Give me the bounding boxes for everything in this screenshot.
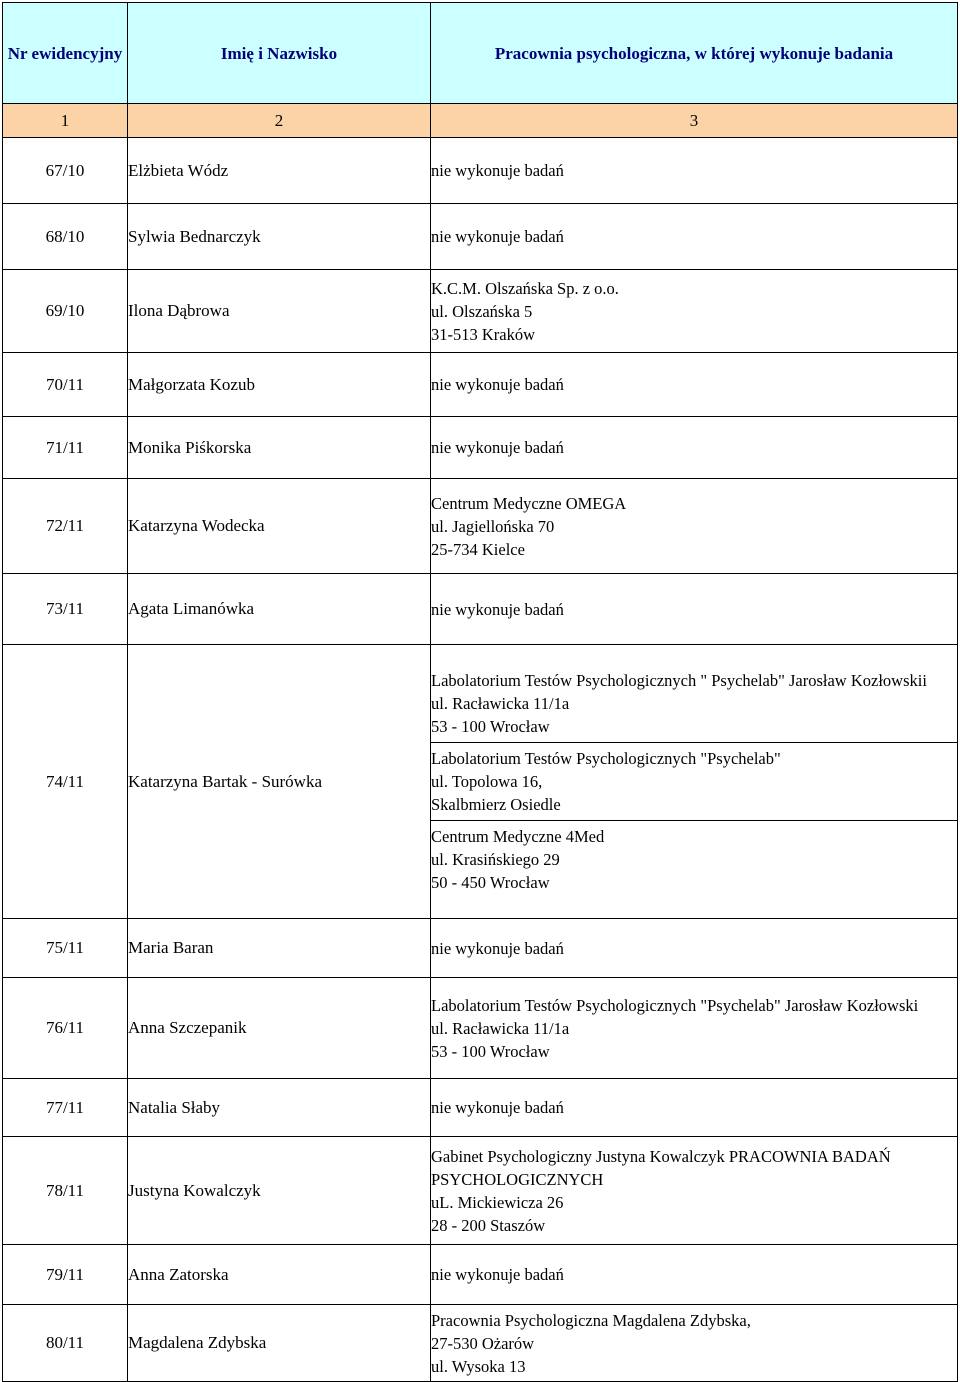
lab-cell xyxy=(431,1305,958,1382)
record-number: 78/11 xyxy=(3,1137,128,1245)
table-row xyxy=(3,1245,958,1305)
lab-line: ul. Racławicka 11/1a xyxy=(431,694,570,713)
table-row xyxy=(3,1305,958,1382)
record-number: 75/11 xyxy=(3,919,128,978)
lab-line: nie wykonuje badań xyxy=(431,938,564,958)
table-row xyxy=(3,479,958,574)
lab-cell xyxy=(431,270,958,353)
lab-line: uL. Mickiewicza 26 xyxy=(431,1192,564,1212)
lab-cell xyxy=(431,353,958,417)
person-name: Elżbieta Wódz xyxy=(128,138,431,204)
table-row xyxy=(3,138,958,204)
lab-entry xyxy=(431,277,957,346)
lab-line: ul. Jagiellońska 70 xyxy=(431,516,555,536)
record-number: 67/10 xyxy=(3,138,128,204)
lab-entry xyxy=(431,1309,957,1378)
lab-line: Labolatorium Testów Psychologicznych "Psychelab" Jarosław Kozłowski xyxy=(431,995,919,1015)
header-nr xyxy=(3,3,128,104)
lab-line: 50 - 450 Wrocław xyxy=(431,873,550,892)
header-name-label: Imię i Nazwisko xyxy=(220,43,338,63)
lab-cell xyxy=(431,978,958,1079)
person-name: Maria Baran xyxy=(128,919,431,978)
registry-table xyxy=(2,2,958,1382)
lab-entry xyxy=(431,665,957,743)
lab-line: nie wykonuje badań xyxy=(431,161,564,180)
header-row xyxy=(3,3,958,104)
lab-entry xyxy=(431,159,957,182)
header-place-label: Pracownia psychologiczna, w której wykonuje badania xyxy=(494,43,894,63)
person-name: Sylwia Bednarczyk xyxy=(128,204,431,270)
lab-line: ul. Racławicka 11/1a xyxy=(431,1018,570,1038)
lab-cell xyxy=(431,479,958,574)
lab-line: nie wykonuje badań xyxy=(431,1265,564,1284)
record-number: 71/11 xyxy=(3,417,128,479)
person-name: Katarzyna Wodecka xyxy=(128,479,431,574)
record-number: 80/11 xyxy=(3,1305,128,1382)
record-number: 79/11 xyxy=(3,1245,128,1305)
person-name: Anna Zatorska xyxy=(128,1245,431,1305)
record-number: 70/11 xyxy=(3,353,128,417)
table-row xyxy=(3,1137,958,1245)
lab-line: 27-530 Ożarów xyxy=(431,1333,535,1353)
person-name: Justyna Kowalczyk xyxy=(128,1137,431,1245)
lab-line: nie wykonuje badań xyxy=(431,375,564,394)
person-name: Ilona Dąbrowa xyxy=(128,270,431,353)
table-row xyxy=(3,417,958,479)
column-number-row xyxy=(3,104,958,138)
lab-entry xyxy=(431,598,957,621)
person-name: Magdalena Zdybska xyxy=(128,1305,431,1382)
lab-cell xyxy=(431,1137,958,1245)
lab-line: ul. Krasińskiego 29 xyxy=(431,850,560,869)
lab-entry xyxy=(431,492,957,561)
lab-line: ul. Olszańska 5 xyxy=(431,301,533,321)
table-row xyxy=(3,204,958,270)
header-nr-label: Nr ewidencyjny xyxy=(7,43,123,63)
person-name: Małgorzata Kozub xyxy=(128,353,431,417)
column-number-2: 2 xyxy=(128,104,431,138)
lab-line: ul. Topolowa 16, xyxy=(431,772,543,791)
lab-line: 53 - 100 Wrocław xyxy=(431,717,550,736)
person-name: Katarzyna Bartak - Surówka xyxy=(128,645,431,919)
table-row xyxy=(3,270,958,353)
record-number: 77/11 xyxy=(3,1079,128,1137)
lab-line: 53 - 100 Wrocław xyxy=(431,1041,550,1061)
record-number: 69/10 xyxy=(3,270,128,353)
person-name: Monika Piśkorska xyxy=(128,417,431,479)
lab-entry xyxy=(431,1145,957,1237)
lab-line: 31-513 Kraków xyxy=(431,324,536,344)
lab-entry xyxy=(431,436,957,459)
lab-entry xyxy=(431,1263,957,1286)
header-name xyxy=(128,3,431,104)
lab-line: nie wykonuje badań xyxy=(431,1098,564,1117)
lab-cell xyxy=(431,204,958,270)
table-row xyxy=(3,919,958,978)
lab-line: ul. Wysoka 13 xyxy=(431,1356,526,1376)
lab-entry xyxy=(431,743,957,821)
record-number: 73/11 xyxy=(3,574,128,645)
lab-entry xyxy=(431,373,957,396)
lab-line: Labolatorium Testów Psychologicznych "Psychelab" xyxy=(431,749,781,768)
table-row xyxy=(3,978,958,1079)
lab-entry xyxy=(431,937,957,960)
registry-rows xyxy=(3,138,958,1382)
lab-line: Skalbmierz Osiedle xyxy=(431,795,561,814)
lab-entry xyxy=(431,821,957,898)
column-number-1: 1 xyxy=(3,104,128,138)
lab-line: Pracownia Psychologiczna Magdalena Zdybska, xyxy=(431,1310,751,1330)
lab-cell xyxy=(431,645,958,919)
lab-entry xyxy=(431,994,957,1063)
lab-line: nie wykonuje badań xyxy=(431,599,564,619)
lab-line: Labolatorium Testów Psychologicznych " Psychelab" Jarosław Kozłowskii xyxy=(431,671,927,690)
lab-line: 25-734 Kielce xyxy=(431,539,525,559)
lab-line: Centrum Medyczne 4Med xyxy=(431,827,605,846)
lab-cell xyxy=(431,1079,958,1137)
record-number: 76/11 xyxy=(3,978,128,1079)
table-row xyxy=(3,1079,958,1137)
lab-line: K.C.M. Olszańska Sp. z o.o. xyxy=(431,278,619,298)
header-place xyxy=(431,3,958,104)
lab-line: 28 - 200 Staszów xyxy=(431,1215,546,1235)
lab-cell xyxy=(431,138,958,204)
person-name: Natalia Słaby xyxy=(128,1079,431,1137)
table-row xyxy=(3,574,958,645)
lab-cell xyxy=(431,1245,958,1305)
lab-line: Centrum Medyczne OMEGA xyxy=(431,493,627,513)
table-row xyxy=(3,645,958,919)
person-name: Agata Limanówka xyxy=(128,574,431,645)
record-number: 68/10 xyxy=(3,204,128,270)
record-number: 74/11 xyxy=(3,645,128,919)
lab-line: nie wykonuje badań xyxy=(431,438,564,457)
lab-line: Gabinet Psychologiczny Justyna Kowalczyk PRACOWNIA BADAŃ PSYCHOLOGICZNYCH xyxy=(431,1146,891,1189)
column-number-3: 3 xyxy=(431,104,958,138)
lab-entry xyxy=(431,225,957,248)
lab-cell xyxy=(431,574,958,645)
lab-line: nie wykonuje badań xyxy=(431,227,564,246)
lab-entry xyxy=(431,1096,957,1119)
table-row xyxy=(3,353,958,417)
lab-cell xyxy=(431,417,958,479)
person-name: Anna Szczepanik xyxy=(128,978,431,1079)
lab-cell xyxy=(431,919,958,978)
record-number: 72/11 xyxy=(3,479,128,574)
